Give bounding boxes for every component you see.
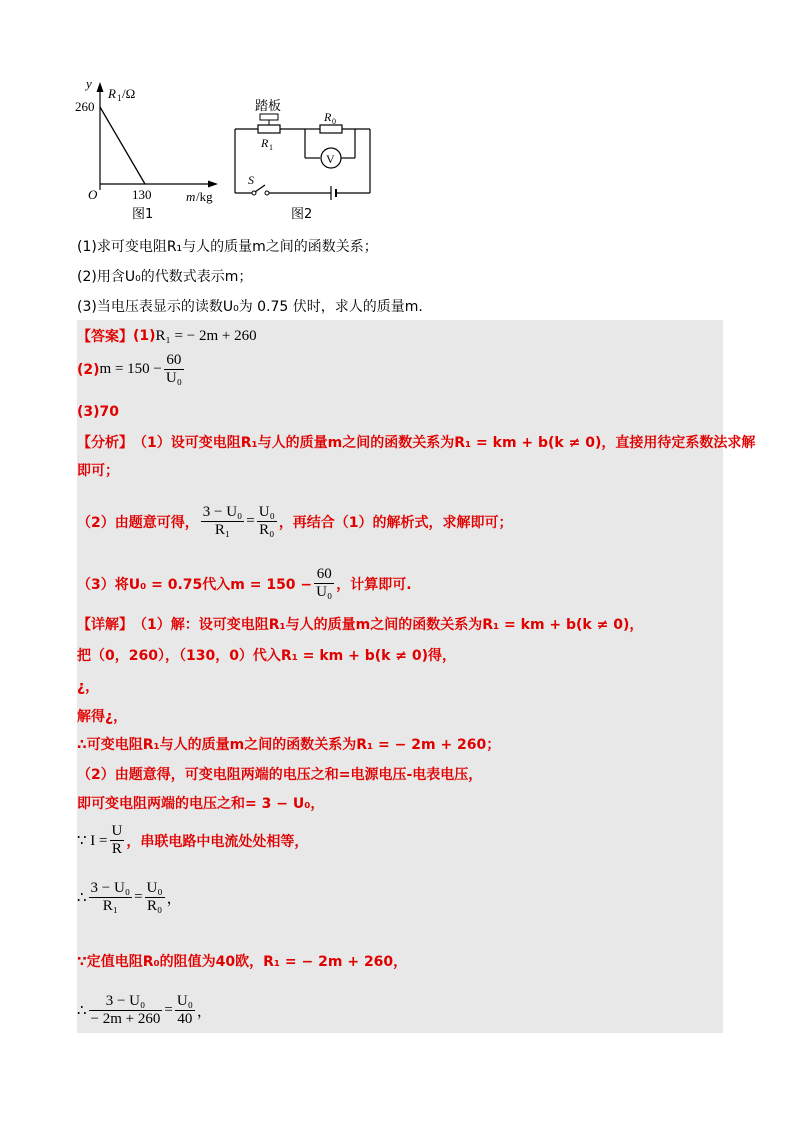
detail-text-4: 解得¿， (77, 709, 128, 725)
answer-line-1 (77, 326, 257, 346)
detail-line-3 (77, 676, 99, 696)
detail-fraction-11-left: $\frac{\text{3 − U₀}}{- 2m + 260}$ (90, 993, 161, 1027)
analysis-line-4 (77, 566, 412, 601)
question-1: (1)求可变电阻R₁与人的质量m之间的函数关系； (77, 239, 378, 255)
detail-text-8-post: ，串联电路中电流处处相等， (126, 833, 309, 850)
analysis-fraction-4: $\frac{60}{\text{U₀}}$ (316, 566, 333, 600)
pedal-icon (260, 114, 278, 120)
answer-1-num: (1) (133, 328, 156, 344)
analysis-eq: = (246, 513, 255, 529)
r1-sub: 1 (269, 143, 273, 152)
figure-2-caption: 图2 (291, 207, 313, 222)
detail-line-7 (77, 793, 324, 813)
detail-text-10: ∵定值电阻R₀的阻值为40欧，R₁ = − 2m + 260， (77, 954, 408, 970)
detail-line-11 (77, 993, 212, 1028)
detail-fraction-9-right: $\frac{\text{U₀}}{\text{R₀}}$ (146, 880, 163, 914)
analysis-text-4-pre: （3）将U₀ = 0.75代入m = 150 − (77, 576, 313, 593)
answer-line-3 (77, 404, 119, 420)
y-label-unit: /Ω (122, 86, 136, 101)
r0-resistor (320, 125, 342, 133)
analysis-fraction-right: $\frac{\text{U₀}}{\text{R₀}}$ (258, 504, 275, 538)
r0-sub: 0 (332, 117, 336, 126)
answer-line-2 (77, 352, 186, 387)
detail-line-6 (77, 764, 482, 784)
detail-text-1: （1）解：设可变电阻R₁与人的质量m之间的函数关系为R₁ = km + b(k ≠ 0)， (133, 617, 644, 633)
figure-2-circuit (225, 90, 385, 230)
analysis-line-1 (77, 432, 755, 452)
r0-label: R (324, 110, 332, 124)
detail-text-5: ∴可变电阻R₁与人的质量m之间的函数关系为R₁ = − 2m + 260； (77, 737, 501, 753)
detail-line-10 (77, 951, 407, 971)
detail-line-5 (77, 734, 500, 754)
voltmeter-label: V (326, 152, 335, 166)
analysis-fraction-left: $\frac{\text{3 − U₀}}{\text{R₁}}$ (202, 504, 243, 538)
graph-line (100, 107, 145, 184)
detail-text-8-pre: ∵ I = (77, 833, 108, 849)
detail-eq-11: = (164, 1002, 173, 1018)
x-label: m (186, 189, 196, 204)
detail-text-9-post: ， (166, 891, 182, 907)
detail-fraction-9-left: $\frac{\text{3 − U₀}}{\text{R₁}}$ (90, 880, 131, 914)
detail-line-9 (77, 880, 182, 915)
answer-2-expr: m = 150 − (99, 361, 162, 377)
figure-1-graph (70, 70, 230, 230)
x-axis-arrow (208, 181, 218, 188)
analysis-text-3-post: ，再结合（1）的解析式，求解即可； (278, 514, 513, 531)
analysis-line-3 (77, 504, 513, 539)
r1-label: R (261, 136, 269, 150)
detail-line-4 (77, 706, 127, 726)
detail-line-8 (77, 823, 308, 858)
x-label-unit: /kg (196, 189, 213, 204)
y-label-sub: 1 (117, 93, 122, 103)
answer-3: (3)70 (77, 404, 120, 420)
detail-line-1 (77, 614, 643, 634)
analysis-text-3-pre: （2）由题意可得， (77, 514, 199, 531)
answer-1-expr: R₁ = − 2m + 260 (155, 327, 257, 344)
x-tick-130: 130 (132, 187, 152, 202)
detail-text-3: ¿， (77, 679, 100, 695)
detail-fraction-11-right: $\frac{\text{U₀}}{40}$ (176, 993, 193, 1027)
detail-text-6: （2）由题意得，可变电阻两端的电压之和=电源电压-电表电压， (77, 767, 483, 783)
y-label: R (108, 86, 116, 101)
answer-2-num: (2) (77, 361, 100, 378)
answer-panel (77, 320, 723, 1033)
detail-text-11-pre: ∴ (77, 1003, 87, 1019)
origin-label: O (88, 187, 98, 202)
detail-text-9-pre: ∴ (77, 890, 87, 906)
analysis-line-2 (77, 460, 119, 480)
pedal-label: 踏板 (255, 99, 282, 114)
analysis-label: 【分析】 (77, 435, 133, 451)
y-tick-260: 260 (75, 99, 95, 114)
detail-line-2 (77, 645, 456, 665)
question-2: (2)用含U₀的代数式表示m； (77, 269, 253, 285)
detail-text-7: 即可变电阻两端的电压之和= 3 − U₀， (77, 796, 325, 812)
switch-label: S (248, 173, 254, 187)
figure-1-caption: 图1 (132, 207, 154, 222)
y-axis-name: y (86, 76, 92, 91)
analysis-text-4-post: ，计算即可. (336, 576, 412, 593)
detail-text-11-post: ， (196, 1004, 212, 1020)
detail-label: 【详解】 (77, 617, 133, 633)
y-axis-arrow (97, 82, 104, 92)
analysis-text-2: 即可； (77, 463, 119, 479)
detail-eq-9: = (134, 889, 143, 905)
detail-fraction-8: $\frac{U}{R}$ (111, 823, 123, 857)
answer-2-fraction: $\frac{60}{\text{U₀}}$ (165, 352, 182, 386)
answer-label: 【答案】 (77, 329, 133, 345)
analysis-text-1: （1）设可变电阻R₁与人的质量m之间的函数关系为R₁ = km + b(k ≠ 0)，直接用待定系数法求解 (133, 435, 756, 451)
detail-text-2: 把（0，260），（130，0）代入R₁ = km + b(k ≠ 0)得， (77, 648, 457, 664)
r1-resistor (258, 125, 280, 133)
question-3: (3)当电压表显示的读数U₀为 0.75 伏时，求人的质量m. (77, 299, 423, 315)
